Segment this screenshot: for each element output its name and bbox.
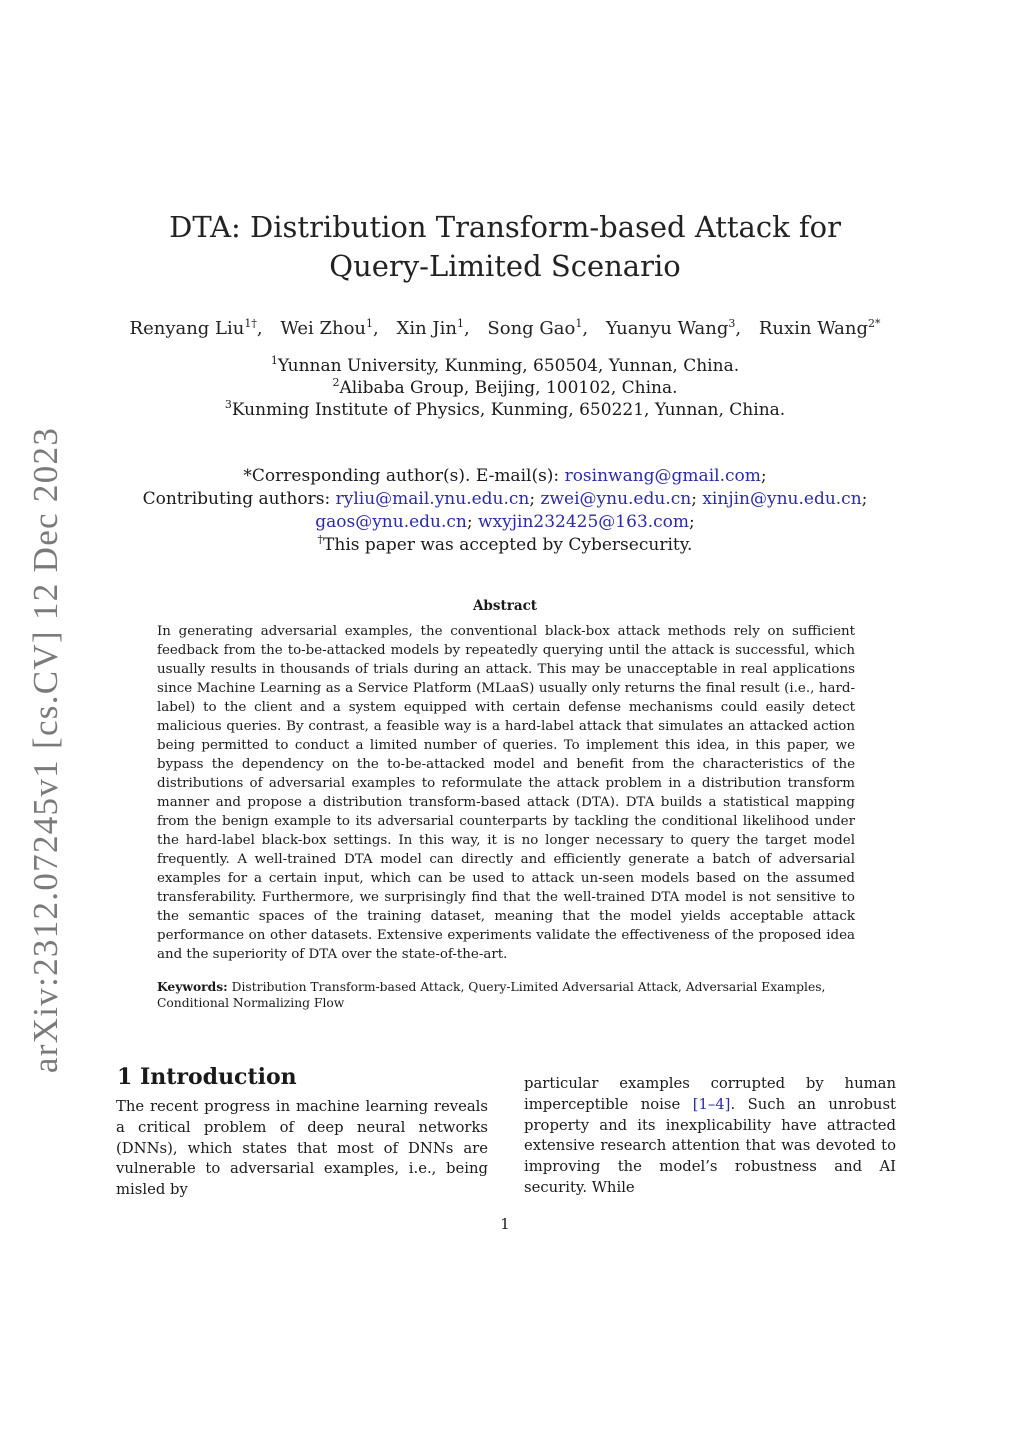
arxiv-identifier: arXiv:2312.07245v1 [cs.CV] 12 Dec 2023 xyxy=(26,426,65,1074)
author-list xyxy=(100,316,910,342)
affiliation: $^3$Kunming Institute of Physics, Kunming, 650221, Yunnan, China. xyxy=(224,398,786,420)
keywords-text: Distribution Transform-based Attack, Query-Limited Adversarial Attack, Adversarial Examples, Conditional Normalizing Flow xyxy=(157,980,826,1010)
citation-link[interactable]: [1–4] xyxy=(692,1095,731,1113)
corresponding-author-line: *Corresponding author(s). E-mail(s): rosinwang@gmail.com; xyxy=(243,466,767,486)
abstract-text: In generating adversarial examples, the conventional black-box attack methods rely on sufficient feedback from the to-be-attacked models by repeatedly querying until the attack is successful, which usually results in thousands of trials during an attack. This may be unacceptable in real applications since Machine Learning as a Service Platform (MLaaS) usually only returns the final result (i.e., hard-label) to the client and a system equipped with certain defense mechanisms could easily detect malicious queries. By contrast, a feasible way is a hard-label attack that simulates an attacked action being permitted to conduct a limited number of queries. To implement this idea, in this paper, we bypass the dependency on the to-be-attacked model and benefit from the characteristics of the distributions of adversarial examples to reformulate the attack problem in a distribution transform manner and propose a distribution transform-based attack (DTA). DTA builds a statistical mapping from the benign example to its adversarial counterparts by tackling the conditional likelihood under the hard-label black-box settings. In this way, it is no longer necessary to query the target model frequently. A well-trained DTA model can directly and efficiently generate a batch of adversarial examples for a certain input, which can be used to attack un-seen models based on the assumed transferability. Furthermore, we surprisingly find that the well-trained DTA model is not sensitive to the semantic spaces of the training dataset, meaning that the model yields acceptable attack performance on other datasets. Extensive experiments validate the effectiveness of the proposed idea and the superiority of DTA over the state-of-the-art. xyxy=(157,624,855,962)
author: Wei Zhou$^1$, xyxy=(280,317,379,339)
author: Renyang Liu$^{1\dagger}$, xyxy=(129,317,263,339)
acceptance-note: †This paper was accepted by Cybersecurity. xyxy=(317,533,693,555)
contributing-authors-line: Contributing authors: ryliu@mail.ynu.edu.cn; zwei@ynu.edu.cn; xinjin@ynu.edu.cn; xyxy=(142,489,868,509)
keywords-label: Keywords: xyxy=(157,979,228,994)
contributing-authors-line-2: gaos@ynu.edu.cn; wxyjin232425@163.com; xyxy=(315,512,695,532)
abstract-heading: Abstract xyxy=(472,598,538,614)
email-link[interactable]: gaos@ynu.edu.cn xyxy=(315,512,467,532)
affiliation-list xyxy=(150,355,860,421)
author: Yuanyu Wang$^3$, xyxy=(605,317,742,339)
email-link[interactable]: rosinwang@gmail.com xyxy=(564,466,761,486)
affiliation: $^1$Yunnan University, Kunming, 650504, Yunnan, China. xyxy=(270,354,740,376)
intro-right-column: particular examples corrupted by human imperceptible noise [1–4]. Such an unrobust property and its inexplicability have attracted extensive research attention that was devoted to improving the model’s robustness and AI security. While xyxy=(524,1075,896,1196)
page-number: 1 xyxy=(500,1215,510,1233)
email-link[interactable]: xinjin@ynu.edu.cn xyxy=(702,489,862,509)
intro-left-column: The recent progress in machine learning reveals a critical problem of deep neural networks (DNNs), which states that most of DNNs are vulnerable to adversarial examples, i.e., being misled by xyxy=(116,1098,488,1199)
author: Song Gao$^1$, xyxy=(487,317,589,339)
author: Ruxin Wang$^{2*}$ xyxy=(758,317,881,339)
email-link[interactable]: wxyjin232425@163.com xyxy=(478,512,690,532)
contact-block xyxy=(120,465,890,557)
email-link[interactable]: ryliu@mail.ynu.edu.cn xyxy=(335,489,530,509)
email-link[interactable]: zwei@ynu.edu.cn xyxy=(540,489,692,509)
author: Xin Jin$^1$, xyxy=(396,317,470,339)
keywords xyxy=(157,979,855,1011)
paper-title: DTA: Distribution Transform-based Attack for Query-Limited Scenario xyxy=(169,210,841,283)
section-heading: 1 Introduction xyxy=(117,1064,297,1090)
affiliation: $^2$Alibaba Group, Beijing, 100102, China. xyxy=(332,376,678,398)
